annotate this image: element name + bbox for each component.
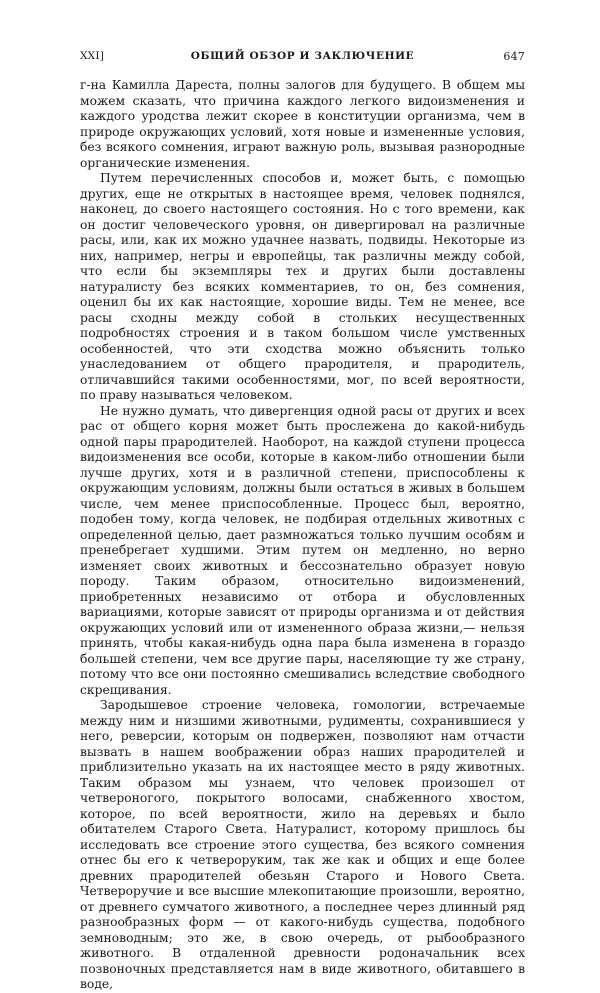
running-title: ОБЩИЙ ОБЗОР И ЗАКЛЮЧЕНИЕ: [190, 50, 415, 62]
running-header: [80, 50, 525, 68]
paragraph-1: г-на Камилла Дареста, полны залогов для будущего. В общем мы можем сказать, что причина каждого легкого видоизменения и каждого уродства лежит скорее в конституции организма, чем в природе окружающих условий, хотя новые и измененные условия, без всякого сомнения, играют важную роль, вызывая разнородные органические изменения.: [80, 78, 525, 170]
paragraph-4: Зародышевое строение человека, гомологии, встречаемые между ним и низшими животными, рудименты, сохранившиеся у него, реверсии, которым он подвержен, позволяют нам отчасти вызвать в нашем воображении образ наших прародителей и приблизительно указать на их настоящее место в ряду животных. Таким образом мы узнаем, что человек произошел от четвероногого, покрытого волосами, снабженного хвостом, которое, по всей вероятности, жило на деревьях и было обитателем Старого Света. Натуралист, которому пришлось бы исследовать все строение этого существа, без всякого сомнения отнес бы его к четвероруким, так же как и общих и еще более древних прародителей обезьян Старого и Нового Света. Четвероручие и все высшие млекопитающие произошли, вероятно, от древнего сумчатого животного, а последнее через длинный ряд разнообразных форм — от какого-нибудь существа, подобного земноводным; это же, в свою очередь, от рыбообразного животного. В отдаленной древности родоначальник всех позвоночных представляется нам в виде животного, обитавшего в воде,: [80, 698, 525, 991]
paragraph-2: Путем перечисленных способов и, может быть, с помощью других, еще не открытых в настоящее время, человек поднялся, наконец, до своего настоящего состояния. Но с того времени, как он достиг человеческого уровня, он дивергировал на различные расы, или, как их можно удачнее назвать, подвиды. Некоторые из них, например, негры и европейцы, так различны между собой, что если бы экземпляры тех и других были доставлены натуралисту без всяких комментариев, то он, без сомнения, оценил бы их как настоящие, хорошие виды. Тем не менее, все расы сходны между собой в стольких несущественных подробностях строения и в таком большом числе умственных особенностей, что эти сходства можно объяснить только унаследованием от общего прародителя, и прародитель, отличавшийся такими особенностями, мог, по всей вероятности, по праву называться человеком.: [80, 171, 525, 402]
page-number: 647: [503, 50, 525, 63]
body-text: [80, 78, 525, 993]
chapter-marker: XXI]: [80, 50, 104, 62]
paragraph-3: Не нужно думать, что дивергенция одной расы от других и всех рас от общего корня может быть прослежена до какой-нибудь одной пары прародителей. Наоборот, на каждой ступени процесса видоизменения все особи, которые в каком-либо отношении были лучше других, хотя и в различной степени, приспособлены к окружающим условиям, должны были остаться в живых в большем числе, чем менее приспособленные. Процесс был, вероятно, подобен тому, когда человек, не подбирая отдельных животных с определенной целью, дает размножаться только лучшим особям и пренебрегает худшими. Этим путем он медленно, но верно изменяет своих животных и бессознательно образует новую породу. Таким образом, относительно видоизменений, приобретенных независимо от отбора и обусловленных вариациями, которые зависят от природы организма и от действия окружающих условий или от измененного образа жизни,— нельзя принять, чтобы какая-нибудь одна пара была изменена в гораздо большей степени, чем все другие пары, населяющие ту же страну, потому что все они постоянно смешивались вследствие свободного скрещивания.: [80, 403, 525, 697]
